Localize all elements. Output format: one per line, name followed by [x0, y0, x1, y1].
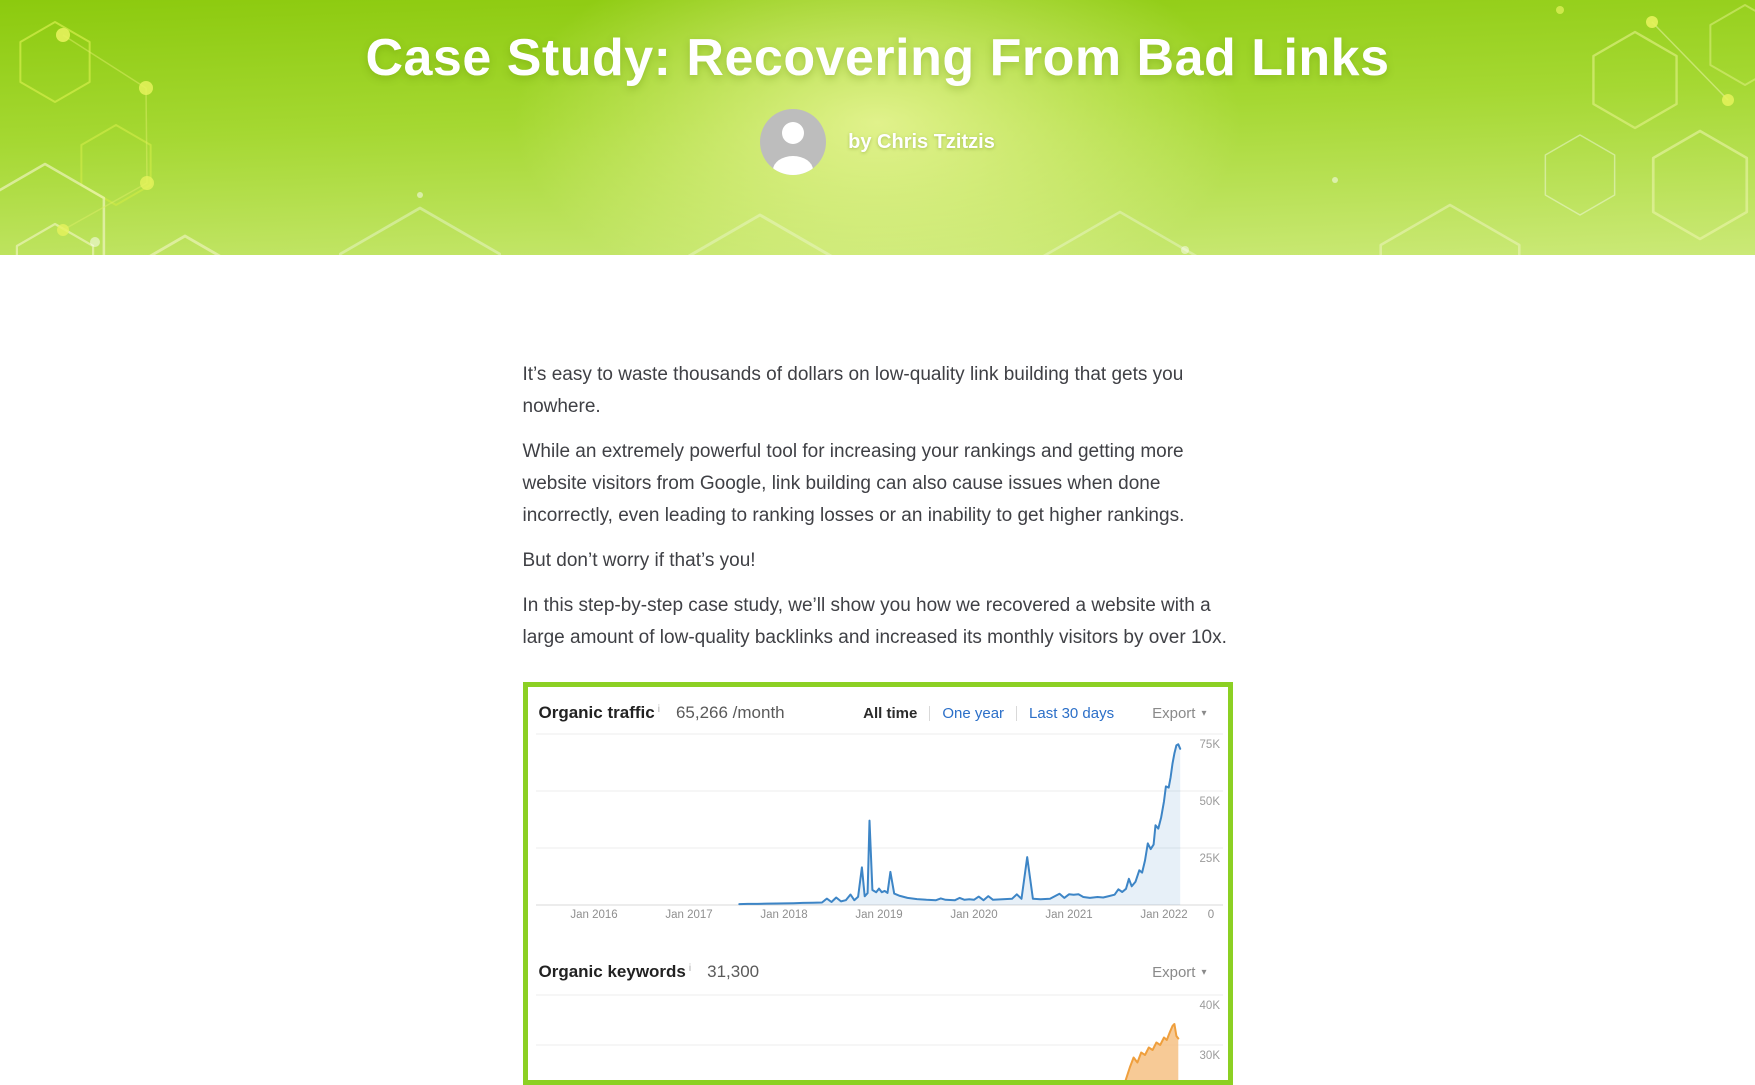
paragraph: In this step-by-step case study, we’ll show you how we recovered a website with a large amount of low-quality backlinks and increased its monthly visitors by over 10x. [522, 595, 1227, 648]
avatar [760, 109, 826, 175]
svg-text:Jan 2016: Jan 2016 [569, 909, 618, 921]
info-icon[interactable]: i [688, 963, 692, 974]
paragraph: It’s easy to waste thousands of dollars on low-quality link building that gets you nowhere. [522, 364, 1184, 417]
avatar-person-icon [773, 156, 813, 175]
page-title: Case Study: Recovering From Bad Links [365, 29, 1390, 87]
organic-traffic-value: 65,266 /month [675, 703, 785, 722]
tab-divider [1016, 706, 1017, 721]
svg-text:25K: 25K [1199, 853, 1220, 865]
organic-keywords-label: Organic keywords [538, 962, 686, 981]
caret-down-icon: ▾ [1201, 966, 1207, 978]
svg-text:Jan 2021: Jan 2021 [1044, 909, 1093, 921]
export-button[interactable] [1152, 705, 1206, 722]
hero-header [0, 0, 1755, 255]
svg-text:Jan 2019: Jan 2019 [854, 909, 903, 921]
export-button[interactable] [1152, 964, 1206, 981]
export-label: Export [1152, 704, 1196, 722]
tab-all-time[interactable]: All time [863, 704, 918, 722]
organic-traffic-header [528, 687, 1228, 726]
article-body [523, 255, 1233, 1085]
tab-last-30-days[interactable]: Last 30 days [1029, 704, 1115, 722]
svg-text:30K: 30K [1199, 1050, 1220, 1062]
svg-text:Jan 2022: Jan 2022 [1139, 909, 1188, 921]
organic-traffic-chart [528, 726, 1228, 926]
author-byline[interactable]: by Chris Tzitzis [848, 130, 995, 153]
organic-traffic-label: Organic traffic [538, 703, 655, 722]
svg-text:Jan 2017: Jan 2017 [664, 909, 713, 921]
avatar-person-icon [782, 122, 804, 144]
info-icon[interactable]: i [657, 704, 660, 715]
analytics-screenshot [523, 682, 1233, 1085]
tab-divider [929, 706, 930, 721]
tab-one-year[interactable]: One year [942, 704, 1005, 722]
paragraph: While an extremely powerful tool for increasing your rankings and getting more website visitors from Google, link building can also cause issues when done incorrectly, even leading to ranking losses or an inability to get higher rankings. [522, 441, 1185, 526]
export-label: Export [1152, 963, 1196, 981]
organic-keywords-header [528, 946, 1228, 985]
paragraph: But don’t worry if that’s you! [522, 550, 756, 571]
author-row [0, 109, 1755, 175]
svg-text:Jan 2020: Jan 2020 [949, 909, 998, 921]
svg-text:40K: 40K [1199, 1000, 1220, 1012]
organic-keywords-chart [528, 985, 1228, 1080]
svg-text:Jan 2018: Jan 2018 [759, 909, 808, 921]
caret-down-icon: ▾ [1201, 707, 1207, 719]
svg-text:0: 0 [1207, 909, 1214, 921]
svg-text:50K: 50K [1199, 796, 1220, 808]
svg-text:75K: 75K [1199, 739, 1220, 751]
organic-keywords-value: 31,300 [707, 962, 760, 981]
